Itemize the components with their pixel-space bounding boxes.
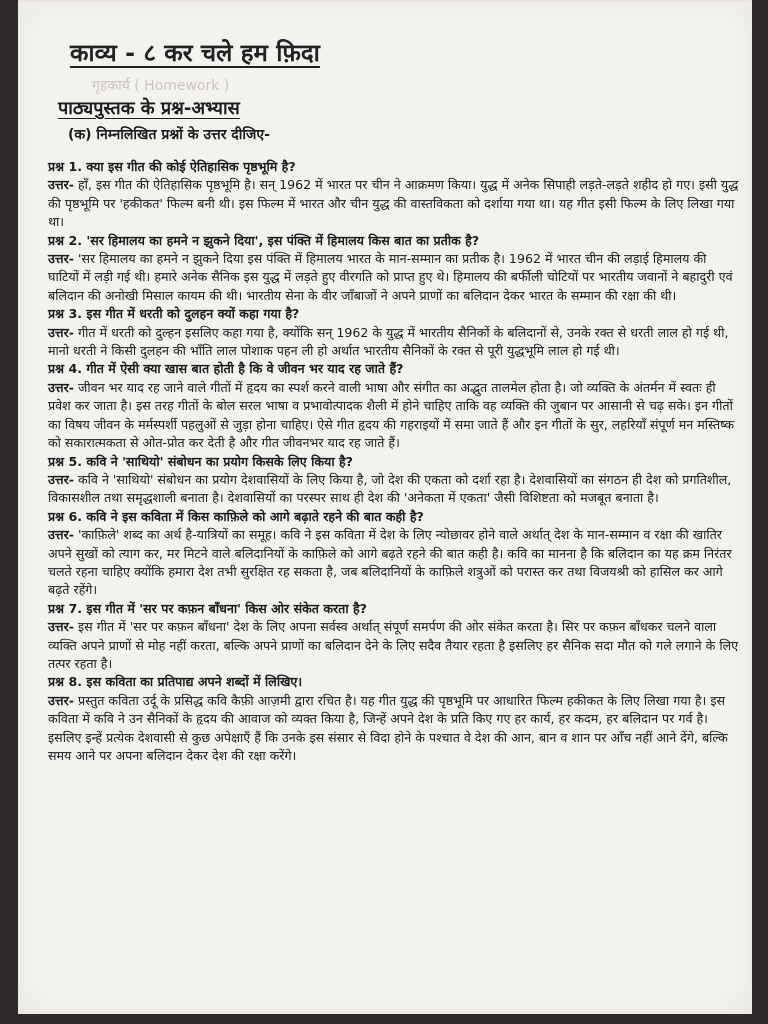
answer-text: हाँ, इस गीत की ऐतिहासिक पृष्ठभूमि है। सन् 1962 में भारत पर चीन ने आक्रमण किया। युद्ध में अनेक सिपाही लड़ते-लड़ते शहीद हो गए। इसी युद्ध की पृष्ठभूमि पर 'हकीकत' फिल्म बनी थी। इस फिल्म में भारत और चीन युद्ध की वास्तविकता को दर्शाया गया था। यह गीत इसी फिल्म के लिए लिखा गया था। [48, 177, 739, 230]
answer-label: उत्तर- [48, 692, 74, 708]
answer-label: उत्तर- [48, 251, 74, 267]
answer-2 [48, 250, 740, 305]
answer-8 [48, 692, 740, 766]
question-5: प्रश्न 5. कवि ने 'साथियो' संबोधन का प्रयोग किसके लिए किया है? [48, 453, 353, 469]
answer-label: उत्तर- [48, 379, 74, 395]
question-8: प्रश्न 8. इस कविता का प्रतिपाद्य अपने शब्दों में लिखिए। [48, 674, 303, 690]
page-edge [18, 0, 752, 6]
document-page [18, 0, 752, 1014]
answer-6 [48, 526, 740, 600]
answer-text: 'काफ़िले' शब्द का अर्थ है-यात्रियों का समूह। कवि ने इस कविता में देश के लिए न्योछावर होने वाले अर्थात् देश के मान-सम्मान व रक्षा की खातिर अपने सुखों को त्याग कर, मर मिटने वाले बलिदानियों के काफ़िले को आगे बढ़ते रहने की बात कही है। कवि का मानना है कि बलिदान का यह क्रम निरंतर चलते रहना चाहिए क्योंकि हमारा देश तभी सुरक्षित रह सकता है, जब बलिदानियों के काफ़िले शत्रुओं को परास्त कर तथा विजयश्री को हासिल कर आगे बढ़ते रहेंगे। [48, 527, 732, 598]
answer-3 [48, 324, 740, 361]
answer-label: उत्तर- [48, 527, 74, 543]
answer-text: कवि ने 'साथियो' संबोधन का प्रयोग देशवासियों के लिए किया है, जो देश की एकता को दर्शा रहा है। देशवासियों का संगठन ही देश को प्रगतिशील, विकासशील तथा समृद्धशाली बनाता है। देशवासियों का परस्पर साथ ही देश की 'अनेकता में एकता' जैसी विशिष्टता को मजबूत बनाता है। [48, 471, 732, 506]
instruction: (क) निम्नलिखित प्रश्नों के उत्तर दीजिए- [68, 127, 270, 143]
answer-label: उत्तर- [48, 324, 74, 340]
answer-text: 'सर हिमालय का हमने न झुकने दिया इस पंक्ति में हिमालय भारत के मान-सम्मान का प्रतीक है। 1962 में भारत चीन की लड़ाई हिमालय की घाटियों में लड़ी गई थी। हमारे अनेक सैनिक इस युद्ध में लड़ते हुए वीरगति को प्राप्त हुए थे। हिमालय की बर्फीली चोटियों पर भारतीय जवानों ने बहादुरी एवं बलिदान की अनोखी मिसाल कायम की थी। भारतीय सेना के वीर जाँबाजों ने अपने प्राणों का बलिदान देकर भारत के सम्मान की रक्षा की थी। [48, 251, 733, 303]
section-title: पाठ्यपुस्तक के प्रश्न-अभ्यास [58, 98, 240, 119]
answer-label: उत्तर- [48, 177, 74, 193]
answer-text: प्रस्तुत कविता उर्दू के प्रसिद्ध कवि कैफ़ी आज़मी द्वारा रचित है। यह गीत युद्ध की पृष्ठभूमि पर आधारित फिल्म हकीकत के लिए लिखा गया है। इस कविता में कवि ने उन सैनिकों के हृदय की आवाज को व्यक्त किया है, जिन्हें अपने देश के प्रति किए गए हर कार्य, हर कदम, हर बलिदान पर गर्व है। इसलिए इन्हें प्रत्येक देशवासी से कुछ अपेक्षाएँ हैं कि उनके इस संसार से विदा होने के पश्चात वे देश की आन, बान व शान पर आँच नहीं आने देंगे, बल्कि समय आने पर अपना बलिदान देकर देश की रक्षा करेंगे। [48, 692, 728, 763]
answer-1 [48, 176, 740, 231]
answer-5 [48, 471, 740, 508]
answer-text: गीत में धरती को दुल्हन इसलिए कहा गया है, क्योंकि सन् 1962 के युद्ध में भारतीय सैनिकों के बलिदानों से, उनके रक्त से धरती लाल हो गई थी, मानो धरती ने किसी दुलहन की भाँति लाल पोशाक पहन ली हो अर्थात भारतीय सैनिकों के रक्त से पूरी युद्धभूमि लाल हो गई थी। [48, 324, 729, 359]
question-1: प्रश्न 1. क्या इस गीत की कोई ऐतिहासिक पृष्ठभूमि है? [48, 159, 296, 174]
answer-text: जीवन भर याद रह जाने वाले गीतों में हृदय का स्पर्श करने वाली भाषा और संगीत का अद्भुत तालमेल होता है। जो व्यक्ति के अंतर्मन में स्वतः ही प्रवेश कर जाता है। इस तरह गीतों के बोल सरल भाषा व प्रभावोत्पादक शैली में होने चाहिए ताकि वह व्यक्ति की जुबान पर आसानी से चढ़ सके। इन गीतों का विषय जीवन के मर्मस्पर्शी पहलुओं से जुड़ा होना चाहिए। ऐसे गीत हृदय की गहराइयों में समा जाते हैं और इन गीतों के सुर, लहरियाँ संपूर्ण मन मस्तिष्क को सकारात्मकता से ओत-प्रोत कर देती है और गीत जीवनभर याद रह जाते हैं। [48, 379, 735, 451]
answer-7 [48, 618, 740, 673]
answer-label: उत्तर- [48, 619, 74, 635]
qa-list [48, 158, 740, 765]
faint-note: गृहकार्य ( Homework ) [92, 78, 230, 94]
question-4: प्रश्न 4. गीत में ऐसी क्या खास बात होती है कि वे जीवन भर याद रह जाते हैं? [48, 361, 404, 377]
answer-4 [48, 379, 740, 453]
question-7: प्रश्न 7. इस गीत में 'सर पर कफ़न बाँधना' किस ओर संकेत करता है? [48, 600, 367, 616]
page-title: काव्य - ८ कर चले हम फ़िदा [70, 39, 320, 67]
question-3: प्रश्न 3. इस गीत में धरती को दुलहन क्यों कहा गया है? [48, 306, 300, 322]
answer-label: उत्तर- [48, 471, 74, 487]
answer-text: इस गीत में 'सर पर कफ़न बाँधना' देश के लिए अपना सर्वस्व अर्थात् संपूर्ण समर्पण की ओर संकेत करता है। सिर पर कफ़न बाँधकर चलने वाला व्यक्ति अपने प्राणों से मोह नहीं करता, बल्कि अपने प्राणों का बलिदान देने के लिए सदैव तैयार रहता है इसलिए हर सैनिक सदा मौत को गले लगाने के लिए तत्पर रहता है। [48, 619, 739, 671]
question-2: प्रश्न 2. 'सर हिमालय का हमने न झुकने दिया', इस पंक्ति में हिमालय किस बात का प्रतीक है? [48, 232, 480, 248]
question-6: प्रश्न 6. कवि ने इस कविता में किस काफ़िले को आगे बढ़ाते रहने की बात कही है? [48, 508, 424, 524]
